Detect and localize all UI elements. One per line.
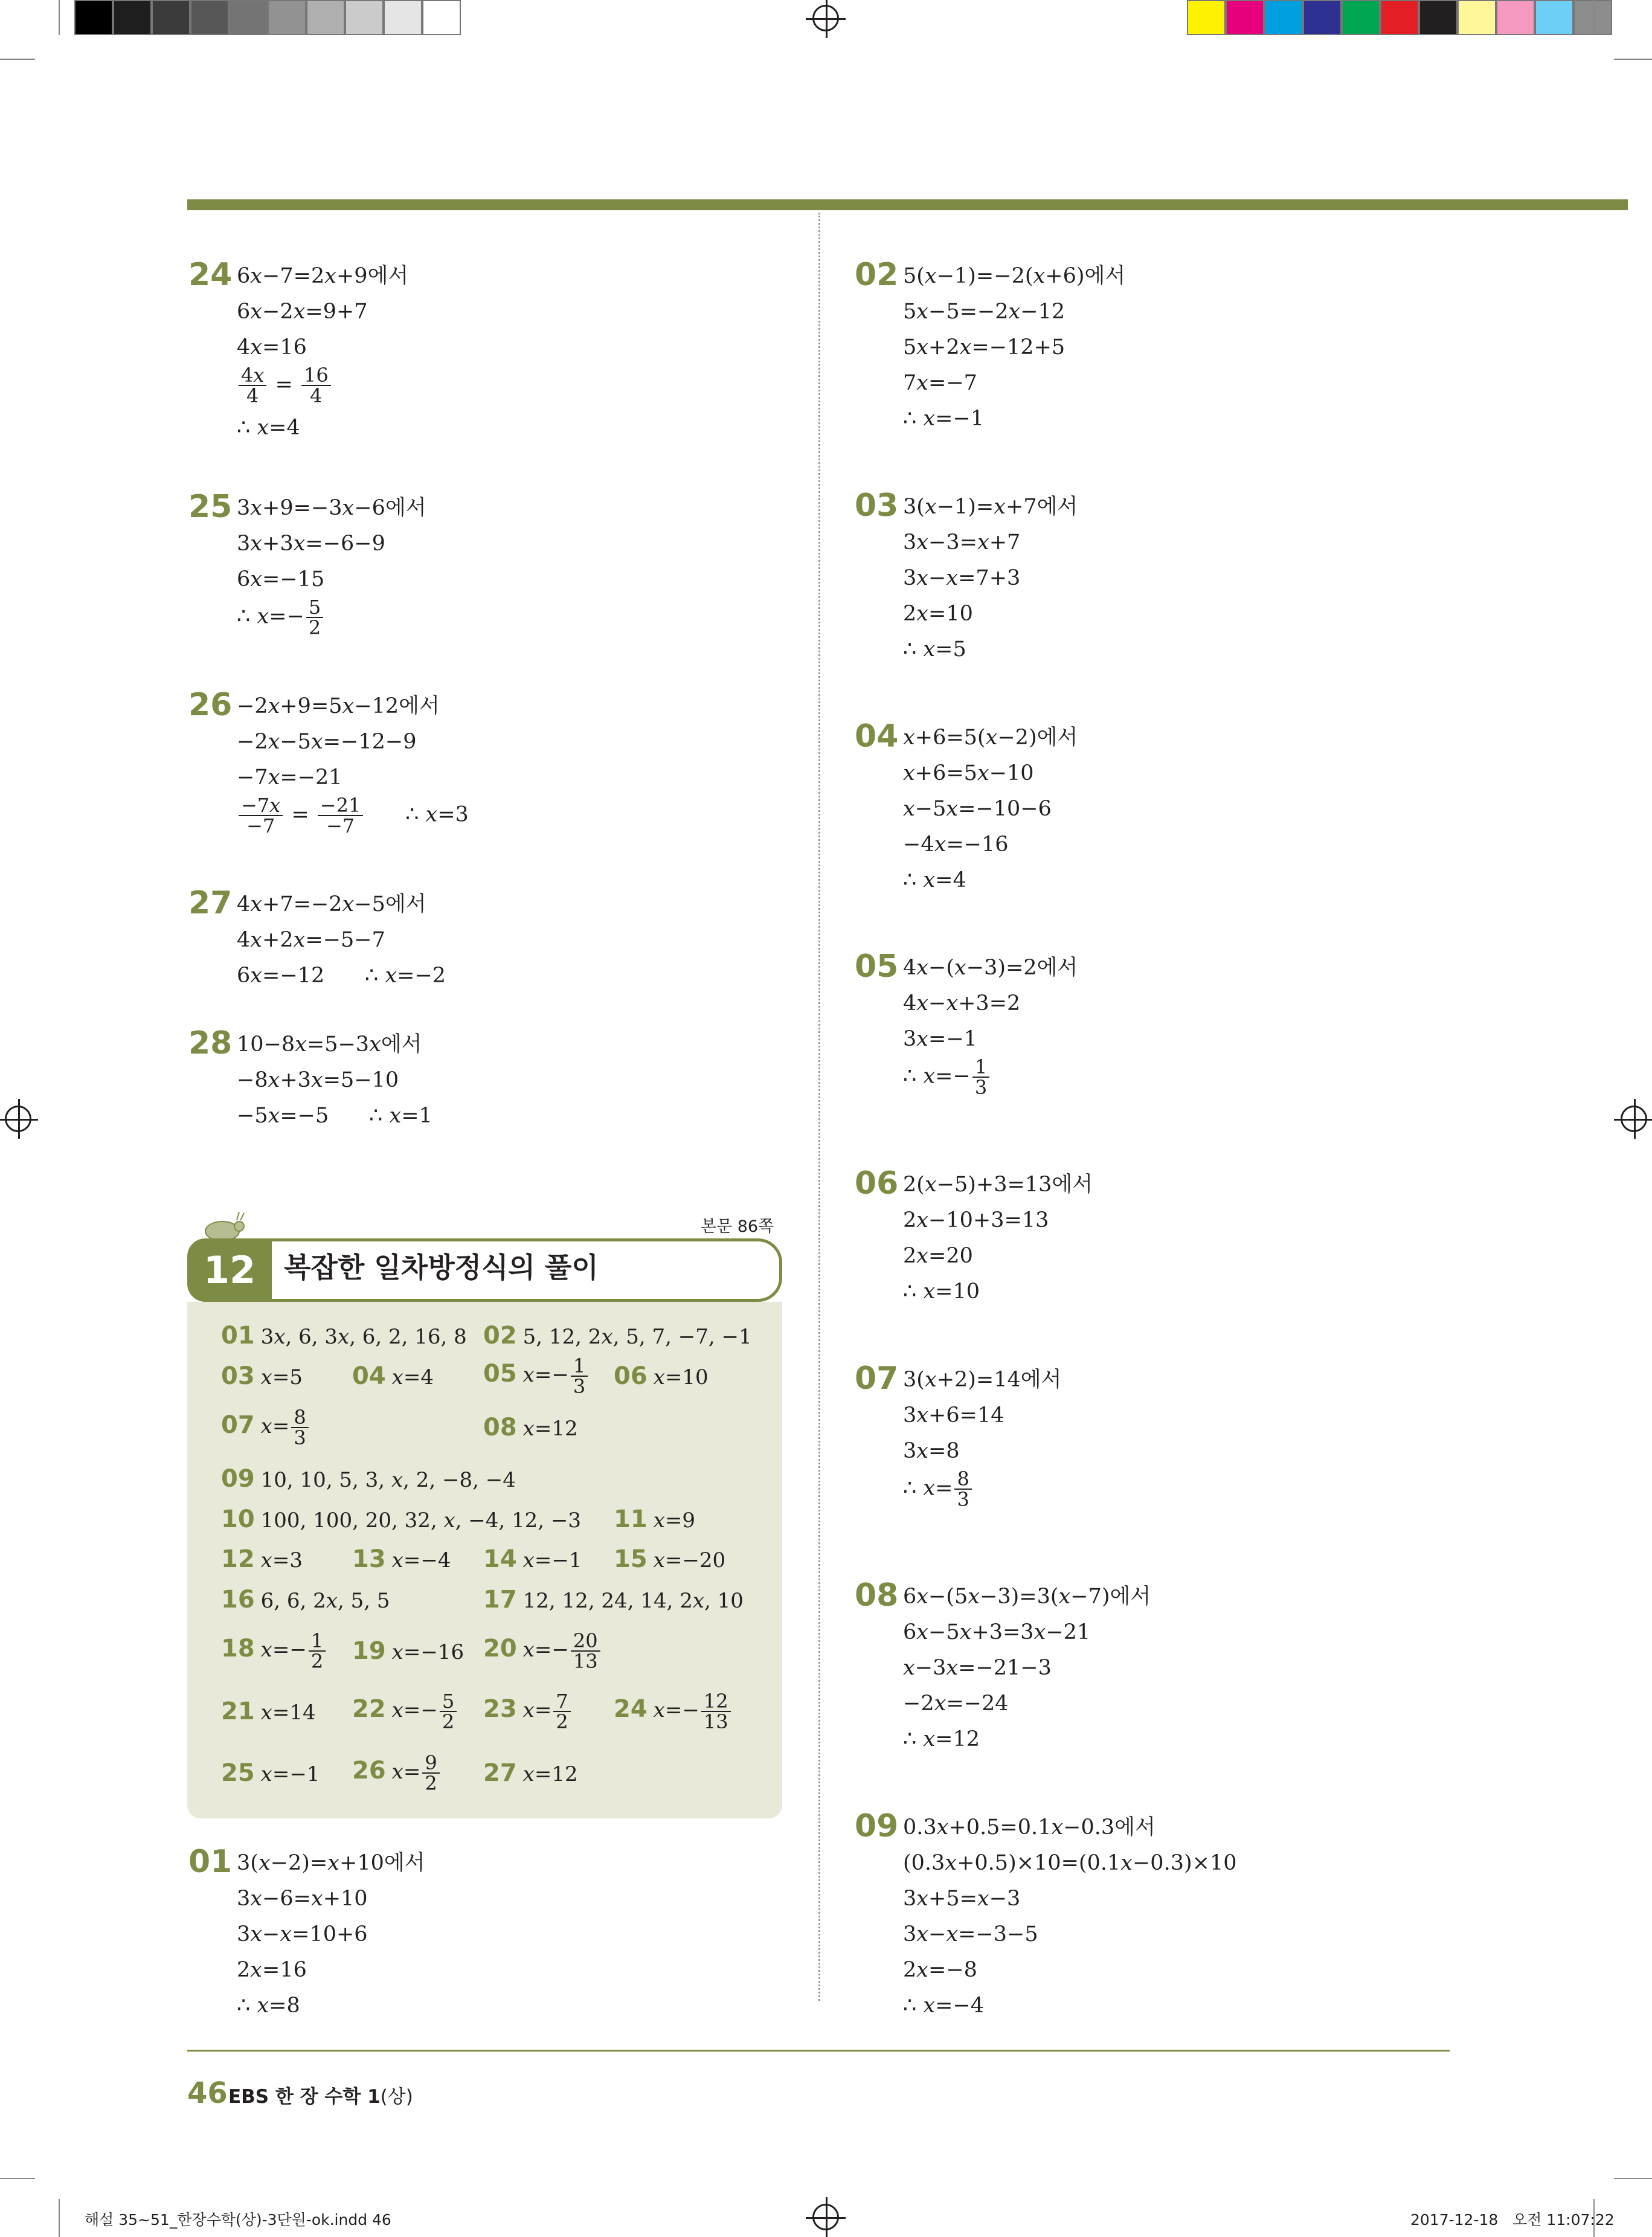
answer-11: 11 x=9 [614, 1505, 695, 1533]
answer-10: 10 100, 100, 20, 32, x, −4, 12, −3 [221, 1505, 581, 1533]
color-swatch [74, 0, 113, 35]
equation-line: 4x=16 [237, 335, 307, 359]
answer-22: 22 x=− $\frac{5}{2}$ [352, 1691, 458, 1731]
problem-01 [188, 1844, 425, 2024]
problem-05 [855, 948, 1078, 1102]
equation-line: 3(x+2)=14에서 [903, 1368, 1062, 1392]
problem-08 [855, 1577, 1151, 1757]
answer-05: 05 x=− $\frac{1}{3}$ [483, 1356, 590, 1396]
problem-number: 27 [188, 885, 233, 921]
equation-line: 2x=20 [903, 1244, 973, 1268]
problem-number: 03 [855, 488, 899, 524]
page-number: 46 [187, 2076, 228, 2110]
answer-07: 07 x= $\frac{8}{3}$ [221, 1408, 310, 1447]
crop-mark [0, 2178, 35, 2179]
problem-number: 25 [188, 489, 233, 525]
color-swatch [1342, 0, 1380, 35]
answer-09: 09 10, 10, 5, 3, x, 2, −8, −4 [221, 1465, 516, 1493]
problem-number: 02 [855, 257, 899, 293]
equation-fraction-line: $\frac{-7x}{-7}$ = $\frac{-21}{-7}$ ∴ x=3 [237, 796, 469, 840]
color-swatch [1187, 0, 1226, 35]
equation-line: 6x=−12 ∴ x=−2 [237, 964, 446, 988]
answer-25: 25 x=−1 [221, 1759, 320, 1787]
equation-line: 4x−(x−3)=2에서 [903, 956, 1078, 980]
equation-line: 4x−x+3=2 [903, 991, 1021, 1016]
equation-line: 0.3x+0.5=0.1x−0.3에서 [903, 1815, 1155, 1839]
footer-rule [187, 2050, 1450, 2052]
equation-line: 4x+2x=−5−7 [237, 928, 385, 952]
equation-line: 3x−6=x+10 [237, 1887, 368, 1911]
answer-02: 02 5, 12, 2x, 5, 7, −7, −1 [483, 1322, 752, 1350]
answer-24: 24 x=− $\frac{12}{13}$ [614, 1691, 733, 1731]
color-swatch [384, 0, 422, 35]
equation-line: −2x+9=5x−12에서 [237, 694, 440, 718]
answer-12: 12 x=3 [221, 1545, 303, 1573]
equation-line: 6x−5x+3=3x−21 [903, 1620, 1091, 1644]
registration-mark-icon [812, 2204, 839, 2230]
book-title: EBS 한 장 수학 1(상) [228, 2086, 413, 2108]
problem-number: 01 [188, 1844, 233, 1880]
registration-mark-icon [5, 1106, 31, 1132]
color-swatch [1573, 0, 1612, 35]
problem-number: 09 [855, 1808, 899, 1844]
page-reference: 본문 86쪽 [701, 1217, 774, 1236]
equation-line: 3x+5=x−3 [903, 1887, 1021, 1911]
color-swatch [1303, 0, 1342, 35]
color-swatch [1535, 0, 1573, 35]
equation-line: 2x−10+3=13 [903, 1208, 1049, 1232]
color-swatch [1226, 0, 1264, 35]
problem-number: 26 [188, 687, 233, 723]
equation-line: x+6=5x−10 [903, 761, 1034, 785]
problem-number: 05 [855, 948, 899, 985]
answer-19: 19 x=−16 [352, 1637, 464, 1665]
answer-13: 13 x=−4 [352, 1545, 451, 1573]
problem-25 [188, 489, 426, 642]
equation-line: −2x−5x=−12−9 [237, 730, 417, 754]
color-swatch [190, 0, 229, 35]
crop-mark [1614, 2178, 1652, 2179]
problem-26 [188, 687, 469, 840]
color-swatch [113, 0, 152, 35]
equation-line: −8x+3x=5−10 [237, 1068, 399, 1092]
equation-line: 6x−2x=9+7 [237, 300, 368, 324]
equation-line: x−3x=−21−3 [903, 1656, 1052, 1680]
answer-26: 26 x= $\frac{9}{2}$ [352, 1753, 442, 1793]
column-divider [818, 213, 820, 2001]
color-swatch [1380, 0, 1419, 35]
answer-08: 08 x=12 [483, 1414, 578, 1441]
turtle-icon [199, 1208, 248, 1241]
equation-line: 7x=−7 [903, 371, 977, 395]
answer-17: 17 12, 12, 24, 14, 2x, 10 [483, 1586, 744, 1614]
slug-filename: 해설 35~51_한장수학(상)-3단원-ok.indd 46 [85, 2211, 391, 2229]
equation-line: 6x=−15 [237, 567, 325, 591]
equation-line: ∴ x=−1 [903, 407, 985, 431]
equation-fraction-line: ∴ x= $\frac{8}{3}$ [903, 1469, 1061, 1514]
answer-27: 27 x=12 [483, 1759, 578, 1787]
equation-line: 2x=−8 [903, 1958, 977, 1982]
equation-line: (0.3x+0.5)×10=(0.1x−0.3)×10 [903, 1851, 1237, 1875]
equation-line: 3x+9=−3x−6에서 [237, 496, 426, 520]
equation-line: 3x+3x=−6−9 [237, 532, 385, 556]
equation-line: x+6=5(x−2)에서 [903, 726, 1078, 750]
equation-fraction-line: ∴ x=− $\frac{5}{2}$ [237, 597, 426, 642]
problem-06 [855, 1165, 1093, 1310]
answer-21: 21 x=14 [221, 1698, 316, 1725]
answer-18: 18 x=− $\frac{1}{2}$ [221, 1631, 327, 1671]
equation-line: 4x+7=−2x−5에서 [237, 892, 426, 916]
equation-line: 5x−5=−2x−12 [903, 300, 1065, 324]
equation-line: 3x+6=14 [903, 1403, 1004, 1427]
crop-mark [1614, 59, 1652, 60]
color-swatch [1264, 0, 1303, 35]
crop-mark [59, 2199, 60, 2237]
answer-summary-box [187, 1302, 782, 1818]
color-swatch [422, 0, 461, 35]
color-swatch [345, 0, 384, 35]
equation-line: 6x−(5x−3)=3(x−7)에서 [903, 1585, 1151, 1609]
equation-line: 2x=16 [237, 1958, 307, 1982]
slug-timestamp: 2017-12-18 오전 11:07:22 [1410, 2211, 1615, 2229]
equation-line: 2x=10 [903, 602, 973, 626]
equation-line: 3x−x=10+6 [237, 1922, 368, 1946]
problem-09 [855, 1808, 1237, 2024]
problem-02 [855, 257, 1126, 437]
problem-27 [188, 885, 446, 994]
header-rule [187, 199, 1628, 210]
problem-24 [188, 257, 409, 446]
problem-07 [855, 1360, 1062, 1514]
problem-number: 28 [188, 1025, 233, 1061]
equation-line: x−5x=−10−6 [903, 797, 1052, 821]
color-swatch [268, 0, 306, 35]
equation-line: ∴ x=5 [903, 637, 966, 661]
color-swatch [1458, 0, 1496, 35]
section-banner [187, 1232, 782, 1302]
equation-line: 3(x−1)=x+7에서 [903, 495, 1078, 519]
equation-line: ∴ x=4 [903, 868, 966, 892]
equation-line: 3x−x=−3−5 [903, 1922, 1038, 1946]
equation-line: ∴ x=4 [237, 416, 300, 440]
problem-number: 24 [188, 257, 233, 293]
equation-line: 5(x−1)=−2(x+6)에서 [903, 264, 1126, 288]
answer-15: 15 x=−20 [614, 1545, 726, 1573]
equation-line: 6x−7=2x+9에서 [237, 264, 409, 288]
equation-line: 10−8x=5−3x에서 [237, 1032, 422, 1057]
equation-line: 3x−x=7+3 [903, 566, 1021, 590]
equation-line: ∴ x=−4 [903, 1994, 985, 2018]
color-swatch [152, 0, 190, 35]
book-title-suffix: (상) [380, 2086, 413, 2108]
answer-01: 01 3x, 6, 3x, 6, 2, 16, 8 [221, 1322, 467, 1350]
problem-03 [855, 488, 1078, 668]
color-swatch [1419, 0, 1458, 35]
equation-line: ∴ x=10 [903, 1279, 980, 1304]
problem-28 [188, 1025, 432, 1134]
equation-line: 3x=−1 [903, 1027, 977, 1051]
crop-mark [59, 0, 60, 35]
equation-fraction-line: $\frac{4x}{4}$ = $\frac{16}{4}$ [237, 365, 408, 410]
equation-line: 3x−3=x+7 [903, 530, 1021, 555]
registration-mark-icon [812, 5, 839, 31]
section-title: 복잡한 일차방정식의 풀이 [284, 1251, 599, 1284]
registration-mark-icon [1621, 1106, 1647, 1132]
equation-line: −4x=−16 [903, 832, 1009, 857]
answer-03: 03 x=5 [221, 1362, 303, 1390]
equation-line: 5x+2x=−12+5 [903, 335, 1065, 359]
problem-number: 08 [855, 1577, 899, 1614]
answer-06: 06 x=10 [614, 1362, 709, 1390]
equation-line: −2x=−24 [903, 1691, 1009, 1716]
answer-14: 14 x=−1 [483, 1545, 582, 1573]
color-swatch [306, 0, 345, 35]
equation-line: ∴ x=8 [237, 1994, 300, 2018]
equation-line: −7x=−21 [237, 765, 342, 790]
equation-line: ∴ x=12 [903, 1727, 980, 1751]
answer-23: 23 x= $\frac{7}{2}$ [483, 1691, 573, 1731]
answer-04: 04 x=4 [352, 1362, 434, 1390]
equation-fraction-line: ∴ x=− $\frac{1}{3}$ [903, 1057, 1078, 1102]
equation-line: 3x=8 [903, 1439, 960, 1463]
problem-number: 04 [855, 718, 899, 755]
color-swatch [229, 0, 268, 35]
problem-number: 07 [855, 1360, 899, 1397]
answer-16: 16 6, 6, 2x, 5, 5 [221, 1586, 390, 1614]
problem-04 [855, 718, 1078, 898]
crop-mark [1593, 0, 1595, 35]
answer-20: 20 x=− $\frac{20}{13}$ [483, 1631, 602, 1671]
problem-number: 06 [855, 1165, 899, 1202]
section-number: 12 [187, 1238, 272, 1302]
crop-mark [0, 59, 35, 60]
equation-line: 3(x−2)=x+10에서 [237, 1851, 425, 1875]
equation-line: −5x=−5 ∴ x=1 [237, 1104, 432, 1128]
color-swatch [1496, 0, 1535, 35]
equation-line: 2(x−5)+3=13에서 [903, 1173, 1093, 1197]
